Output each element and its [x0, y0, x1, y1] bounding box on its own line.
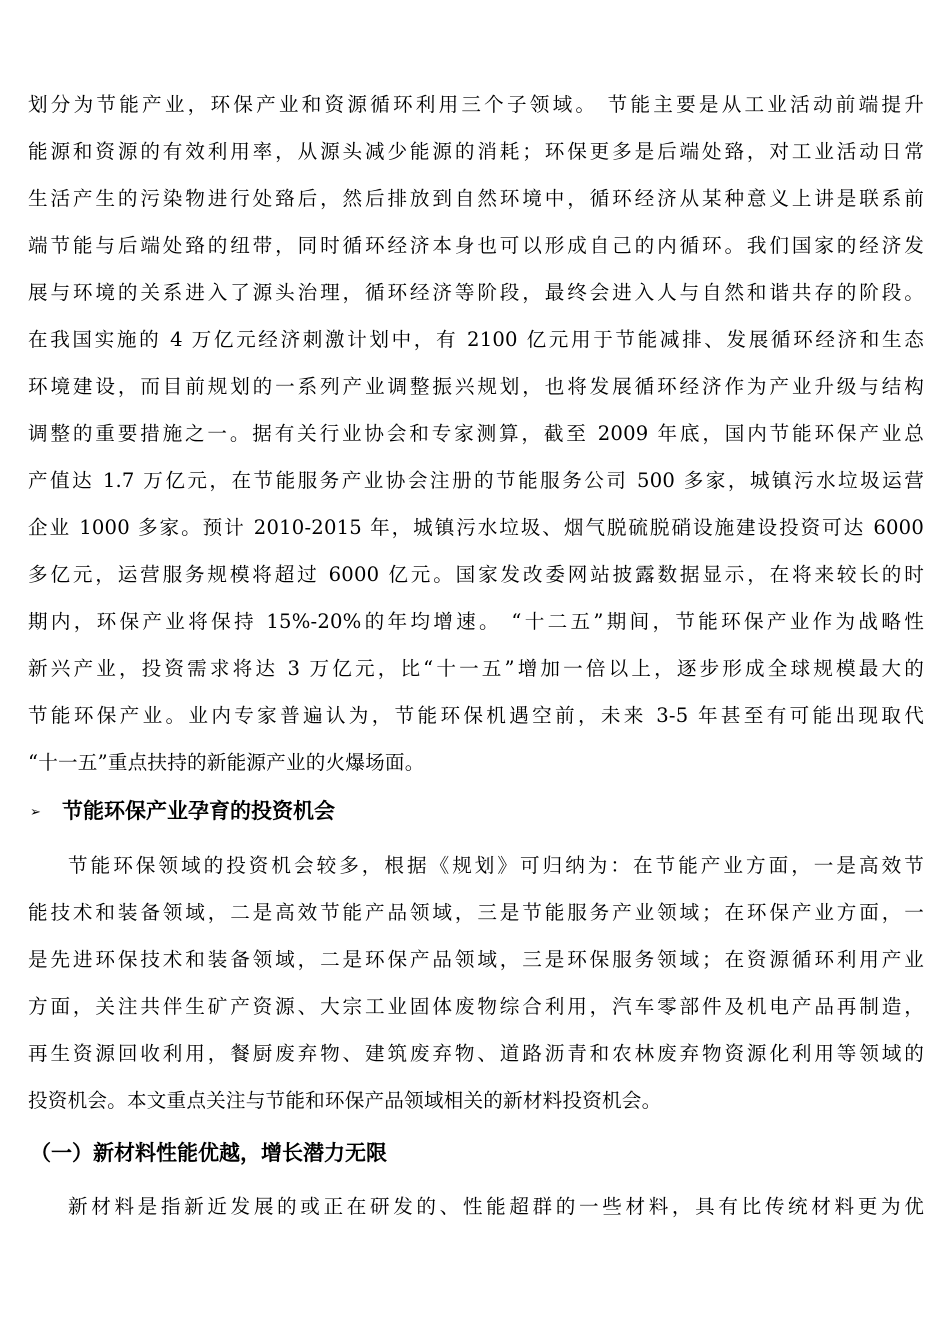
paragraph3-line-1: 新材料是指新近发展的或正在研发的、性能超群的一些材料，具有比传统材料更为优 [68, 1195, 924, 1218]
paragraph1-line-14: 节能环保产业。业内专家普遍认为，节能环保机遇空前，未来 3-5 年甚至有可能出现取代 [28, 704, 924, 727]
paragraph1-line-10: 企业 1000 多家。预计 2010-2015 年，城镇污水垃圾、烟气脱硫脱硝设施建设投资可达 6000 [28, 516, 924, 539]
paragraph1-line-9: 产值达 1.7 万亿元，在节能服务产业协会注册的节能服务公司 500 多家，城镇污水垃圾运营 [28, 469, 924, 492]
paragraph1-line-1: 划分为节能产业，环保产业和资源循环利用三个子领域。 节能主要是从工业活动前端提升 [28, 93, 924, 116]
paragraph2-line-2: 能技术和装备领域，二是高效节能产品领域，三是节能服务产业领域；在环保产业方面，一 [28, 901, 924, 924]
paragraph2-line-3: 是先进环保技术和装备领域，二是环保产品领域，三是环保服务领域；在资源循环利用产业 [28, 948, 924, 971]
paragraph1-line-5: 展与环境的关系进入了源头治理，循环经济等阶段，最终会进入人与自然和谐共存的阶段。 [28, 281, 924, 304]
subsection-heading: （一）新材料性能优越，增长潜力无限 [30, 1141, 387, 1165]
paragraph2-line-6: 投资机会。本文重点关注与节能和环保产品领域相关的新材料投资机会。 [28, 1089, 662, 1112]
paragraph1-line-6: 在我国实施的 4 万亿元经济刺激计划中，有 2100 亿元用于节能减排、发展循环经济和生态 [28, 328, 924, 351]
paragraph2-line-1: 节能环保领域的投资机会较多，根据《规划》可归纳为：在节能产业方面，一是高效节 [68, 854, 924, 877]
paragraph2-line-4: 方面，关注共伴生矿产资源、大宗工业固体废物综合利用，汽车零部件及机电产品再制造， [28, 995, 924, 1018]
paragraph1-line-8: 调整的重要措施之一。据有关行业协会和专家测算，截至 2009 年底，国内节能环保产业总 [28, 422, 924, 445]
paragraph1-line-13: 新兴产业，投资需求将达 3 万亿元，比“十一五”增加一倍以上，逐步形成全球规模最大的 [28, 657, 924, 680]
paragraph1-line-4: 端节能与后端处臵的纽带，同时循环经济本身也可以形成自己的内循环。我们国家的经济发 [28, 234, 924, 257]
paragraph1-line-2: 能源和资源的有效利用率，从源头减少能源的消耗；环保更多是后端处臵，对工业活动日常 [28, 140, 924, 163]
paragraph1-line-12: 期内，环保产业将保持 15%-20%的年均增速。 “十二五”期间，节能环保产业作为战略性 [28, 610, 924, 633]
paragraph1-line-11: 多亿元，运营服务规模将超过 6000 亿元。国家发改委网站披露数据显示，在将来较长的时 [28, 563, 924, 586]
paragraph1-line-7: 环境建设，而目前规划的一系列产业调整振兴规划，也将发展循环经济作为产业升级与结构 [28, 375, 924, 398]
paragraph2-line-5: 再生资源回收利用，餐厨废弃物、建筑废弃物、道路沥青和农林废弃物资源化利用等领域的 [28, 1042, 924, 1065]
arrow-bullet-icon: ➢ [30, 805, 41, 820]
section-heading: 节能环保产业孕育的投资机会 [62, 799, 335, 823]
paragraph1-line-15: “十一五”重点扶持的新能源产业的火爆场面。 [28, 751, 425, 774]
paragraph1-line-3: 生活产生的污染物进行处臵后，然后排放到自然环境中，循环经济从某种意义上讲是联系前 [28, 187, 924, 210]
